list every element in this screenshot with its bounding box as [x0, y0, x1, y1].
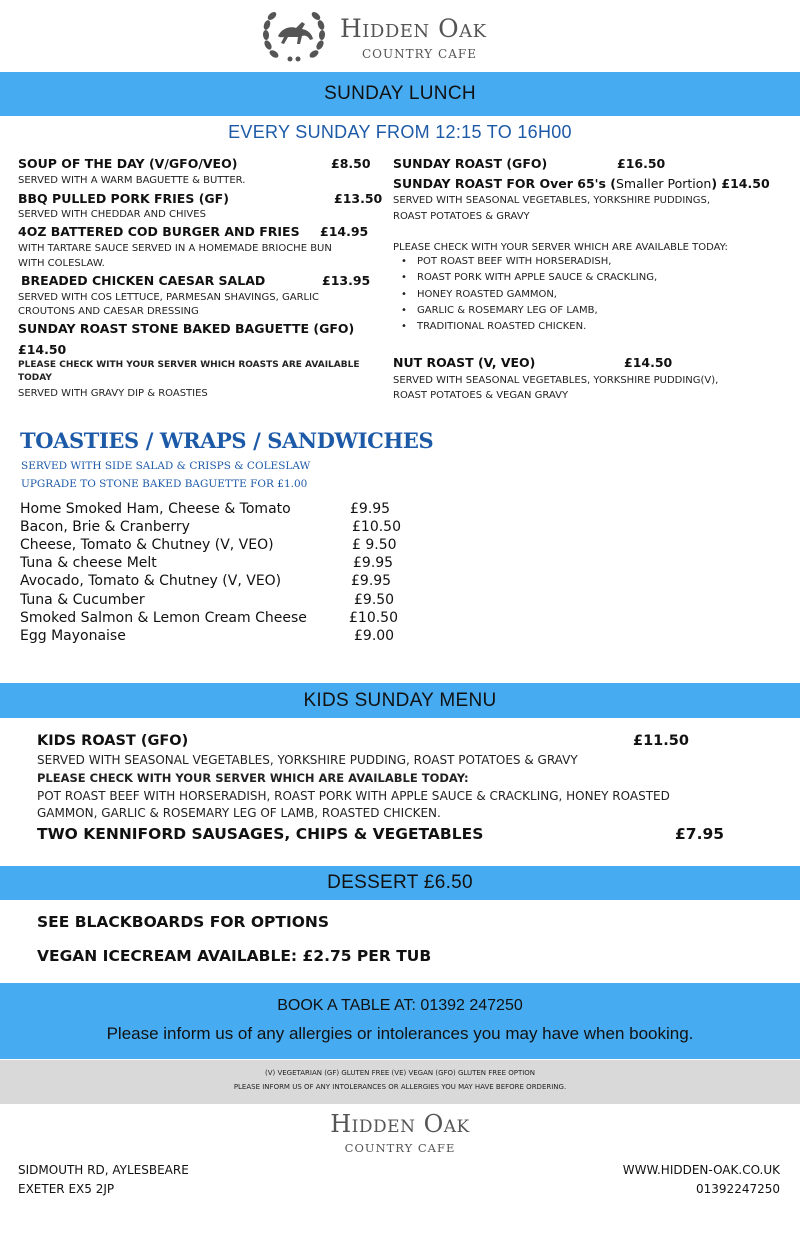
allergy-notice: PLEASE INFORM US OF ANY INTOLERANCES OR ALLERGIES YOU MAY HAVE BEFORE ORDERING. — [233, 1083, 567, 1091]
footer-brand-tagline: COUNTRY CAFE — [344, 1141, 456, 1155]
menu-item-desc: WITH COLESLAW. — [18, 258, 105, 269]
roast-name: SUNDAY ROAST (GFO) — [393, 156, 548, 171]
brand-tagline: COUNTRY CAFE — [362, 47, 477, 61]
sandwich-name: Tuna & Cucumber — [20, 592, 145, 608]
sunday-lunch-banner — [0, 72, 800, 116]
menu-item-desc: SERVED WITH A WARM BAGUETTE & BUTTER. — [18, 175, 246, 186]
dessert-line: SEE BLACKBOARDS FOR OPTIONS — [37, 913, 330, 931]
toasties-subtitle: SERVED WITH SIDE SALAD & CRISPS & COLESLAW — [21, 460, 311, 472]
dessert-banner — [0, 866, 800, 900]
kids-options: POT ROAST BEEF WITH HORSERADISH, ROAST PORK WITH APPLE SAUCE & CRACKLING, HONEY ROASTED — [37, 789, 670, 803]
over65-roast-close: ) — [711, 176, 718, 191]
legend-band — [0, 1060, 800, 1104]
list-item: • ROAST PORK WITH APPLE SAUCE & CRACKLING, — [397, 272, 657, 288]
sandwich-name: Cheese, Tomato & Chutney (V, VEO) — [20, 537, 274, 553]
menu-item-note: PLEASE CHECK WITH YOUR SERVER WHICH ROASTS ARE AVAILABLE — [18, 360, 360, 370]
sandwich-name: Smoked Salmon & Lemon Cream Cheese — [20, 610, 307, 626]
sandwich-name: Home Smoked Ham, Cheese & Tomato — [20, 501, 291, 517]
sandwich-name: Bacon, Brie & Cranberry — [20, 519, 190, 535]
menu-item-desc: WITH TARTARE SAUCE SERVED IN A HOMEMADE BRIOCHE BUN — [18, 243, 332, 254]
toasties-subtitle: UPGRADE TO STONE BAKED BAGUETTE FOR £1.00 — [21, 478, 308, 490]
list-item: • POT ROAST BEEF WITH HORSERADISH, — [397, 256, 657, 272]
address-line: EXETER EX5 2JP — [18, 1182, 115, 1196]
menu-item-price: £13.50 — [334, 191, 383, 206]
kids-check-note: PLEASE CHECK WITH YOUR SERVER WHICH ARE AVAILABLE TODAY: — [37, 771, 469, 785]
menu-item-name: BBQ PULLED PORK FRIES (GF) — [18, 191, 229, 206]
address-line: SIDMOUTH RD, AYLESBEARE — [18, 1163, 189, 1177]
over65-roast-name: SUNDAY ROAST FOR Over 65's ( — [393, 176, 616, 191]
sandwich-price: £9.95 — [350, 501, 391, 517]
sandwich-price: £9.95 — [353, 555, 394, 571]
kids-roast-name: KIDS ROAST (GFO) — [37, 733, 189, 749]
over65-roast-portion: Smaller Portion — [615, 176, 712, 191]
brand-name: Hidden Oak — [340, 14, 487, 43]
menu-item-desc: SERVED WITH GRAVY DIP & ROASTIES — [18, 388, 208, 399]
toasties-title: TOASTIES / WRAPS / SANDWICHES — [20, 428, 434, 453]
menu-item-name: SUNDAY ROAST STONE BAKED BAGUETTE (GFO) — [18, 321, 355, 336]
menu-item-desc: CROUTONS AND CAESAR DRESSING — [18, 306, 199, 317]
menu-item-price: £13.95 — [322, 273, 371, 288]
nut-roast-desc: SERVED WITH SEASONAL VEGETABLES, YORKSHIRE PUDDING(V), — [393, 375, 719, 386]
sandwich-name: Tuna & cheese Melt — [20, 555, 157, 571]
list-item: • TRADITIONAL ROASTED CHICKEN. — [397, 321, 657, 337]
menu-item-name: BREADED CHICKEN CAESAR SALAD — [21, 273, 266, 288]
phone-number[interactable]: 01392247250 — [696, 1182, 780, 1196]
menu-item-desc: SERVED WITH COS LETTUCE, PARMESAN SHAVINGS, GARLIC — [18, 292, 320, 303]
website-link[interactable]: WWW.HIDDEN-OAK.CO.UK — [622, 1163, 780, 1177]
menu-item-name: SOUP OF THE DAY (V/GFO/VEO) — [18, 156, 238, 171]
dessert-heading: DESSERT £6.50 — [327, 872, 473, 893]
roast-price: £16.50 — [617, 156, 666, 171]
header-logo — [258, 6, 558, 66]
kids-roast-price: £11.50 — [633, 733, 689, 749]
oak-wreath-horse-icon — [258, 6, 330, 64]
over65-roast-price: £14.50 — [721, 176, 770, 191]
kids-options: GAMMON, GARLIC & ROSEMARY LEG OF LAMB, ROASTED CHICKEN. — [37, 806, 441, 820]
kids-sausage-price: £7.95 — [675, 825, 725, 843]
sandwich-price: £9.50 — [354, 592, 395, 608]
sandwich-price: £10.50 — [349, 610, 398, 626]
sandwich-name: Avocado, Tomato & Chutney (V, VEO) — [20, 573, 282, 589]
menu-item-note: TODAY — [18, 373, 52, 383]
sandwich-price: £ 9.50 — [352, 537, 397, 553]
nut-roast-price: £14.50 — [624, 355, 673, 370]
menu-item-price: £8.50 — [331, 156, 371, 171]
roast-options-list — [397, 256, 657, 337]
menu-item-desc: SERVED WITH CHEDDAR AND CHIVES — [18, 209, 206, 220]
roast-check-note: PLEASE CHECK WITH YOUR SERVER WHICH ARE AVAILABLE TODAY: — [393, 242, 728, 253]
kids-sausage-name: TWO KENNIFORD SAUSAGES, CHIPS & VEGETABLES — [37, 825, 484, 843]
booking-phone: BOOK A TABLE AT: 01392 247250 — [277, 997, 523, 1014]
sunday-lunch-subheading: EVERY SUNDAY FROM 12:15 TO 16H00 — [228, 122, 572, 142]
sandwich-price: £9.95 — [351, 573, 392, 589]
nut-roast-desc: ROAST POTATOES & VEGAN GRAVY — [393, 390, 569, 401]
list-item: • HONEY ROASTED GAMMON, — [397, 289, 657, 305]
sandwich-name: Egg Mayonaise — [20, 628, 126, 644]
over65-roast — [393, 176, 770, 191]
dietary-legend: (V) VEGETARIAN (GF) GLUTEN FREE (VE) VEGAN (GFO) GLUTEN FREE OPTION — [264, 1069, 536, 1077]
nut-roast-name: NUT ROAST (V, VEO) — [393, 355, 536, 370]
kids-roast-desc: SERVED WITH SEASONAL VEGETABLES, YORKSHIRE PUDDING, ROAST POTATOES & GRAVY — [37, 753, 578, 767]
roast-desc: SERVED WITH SEASONAL VEGETABLES, YORKSHIRE PUDDINGS, — [393, 195, 711, 206]
list-item: • GARLIC & ROSEMARY LEG OF LAMB, — [397, 305, 657, 321]
kids-menu-heading: KIDS SUNDAY MENU — [303, 689, 497, 711]
booking-banner — [0, 983, 800, 1059]
dessert-line: VEGAN ICECREAM AVAILABLE: £2.75 PER TUB — [37, 947, 432, 965]
menu-item-price: £14.50 — [18, 342, 67, 357]
menu-item-name: 4OZ BATTERED COD BURGER AND FRIES — [18, 224, 300, 239]
kids-menu-banner — [0, 683, 800, 718]
menu-item-price: £14.95 — [320, 224, 369, 239]
footer-brand-name: Hidden Oak — [330, 1110, 470, 1138]
roast-desc: ROAST POTATOES & GRAVY — [393, 211, 530, 222]
sandwich-price: £10.50 — [352, 519, 401, 535]
sandwich-price: £9.00 — [354, 628, 395, 644]
booking-allergy-note: Please inform us of any allergies or intolerances you may have when booking. — [106, 1024, 694, 1043]
sunday-lunch-heading: SUNDAY LUNCH — [324, 83, 476, 104]
